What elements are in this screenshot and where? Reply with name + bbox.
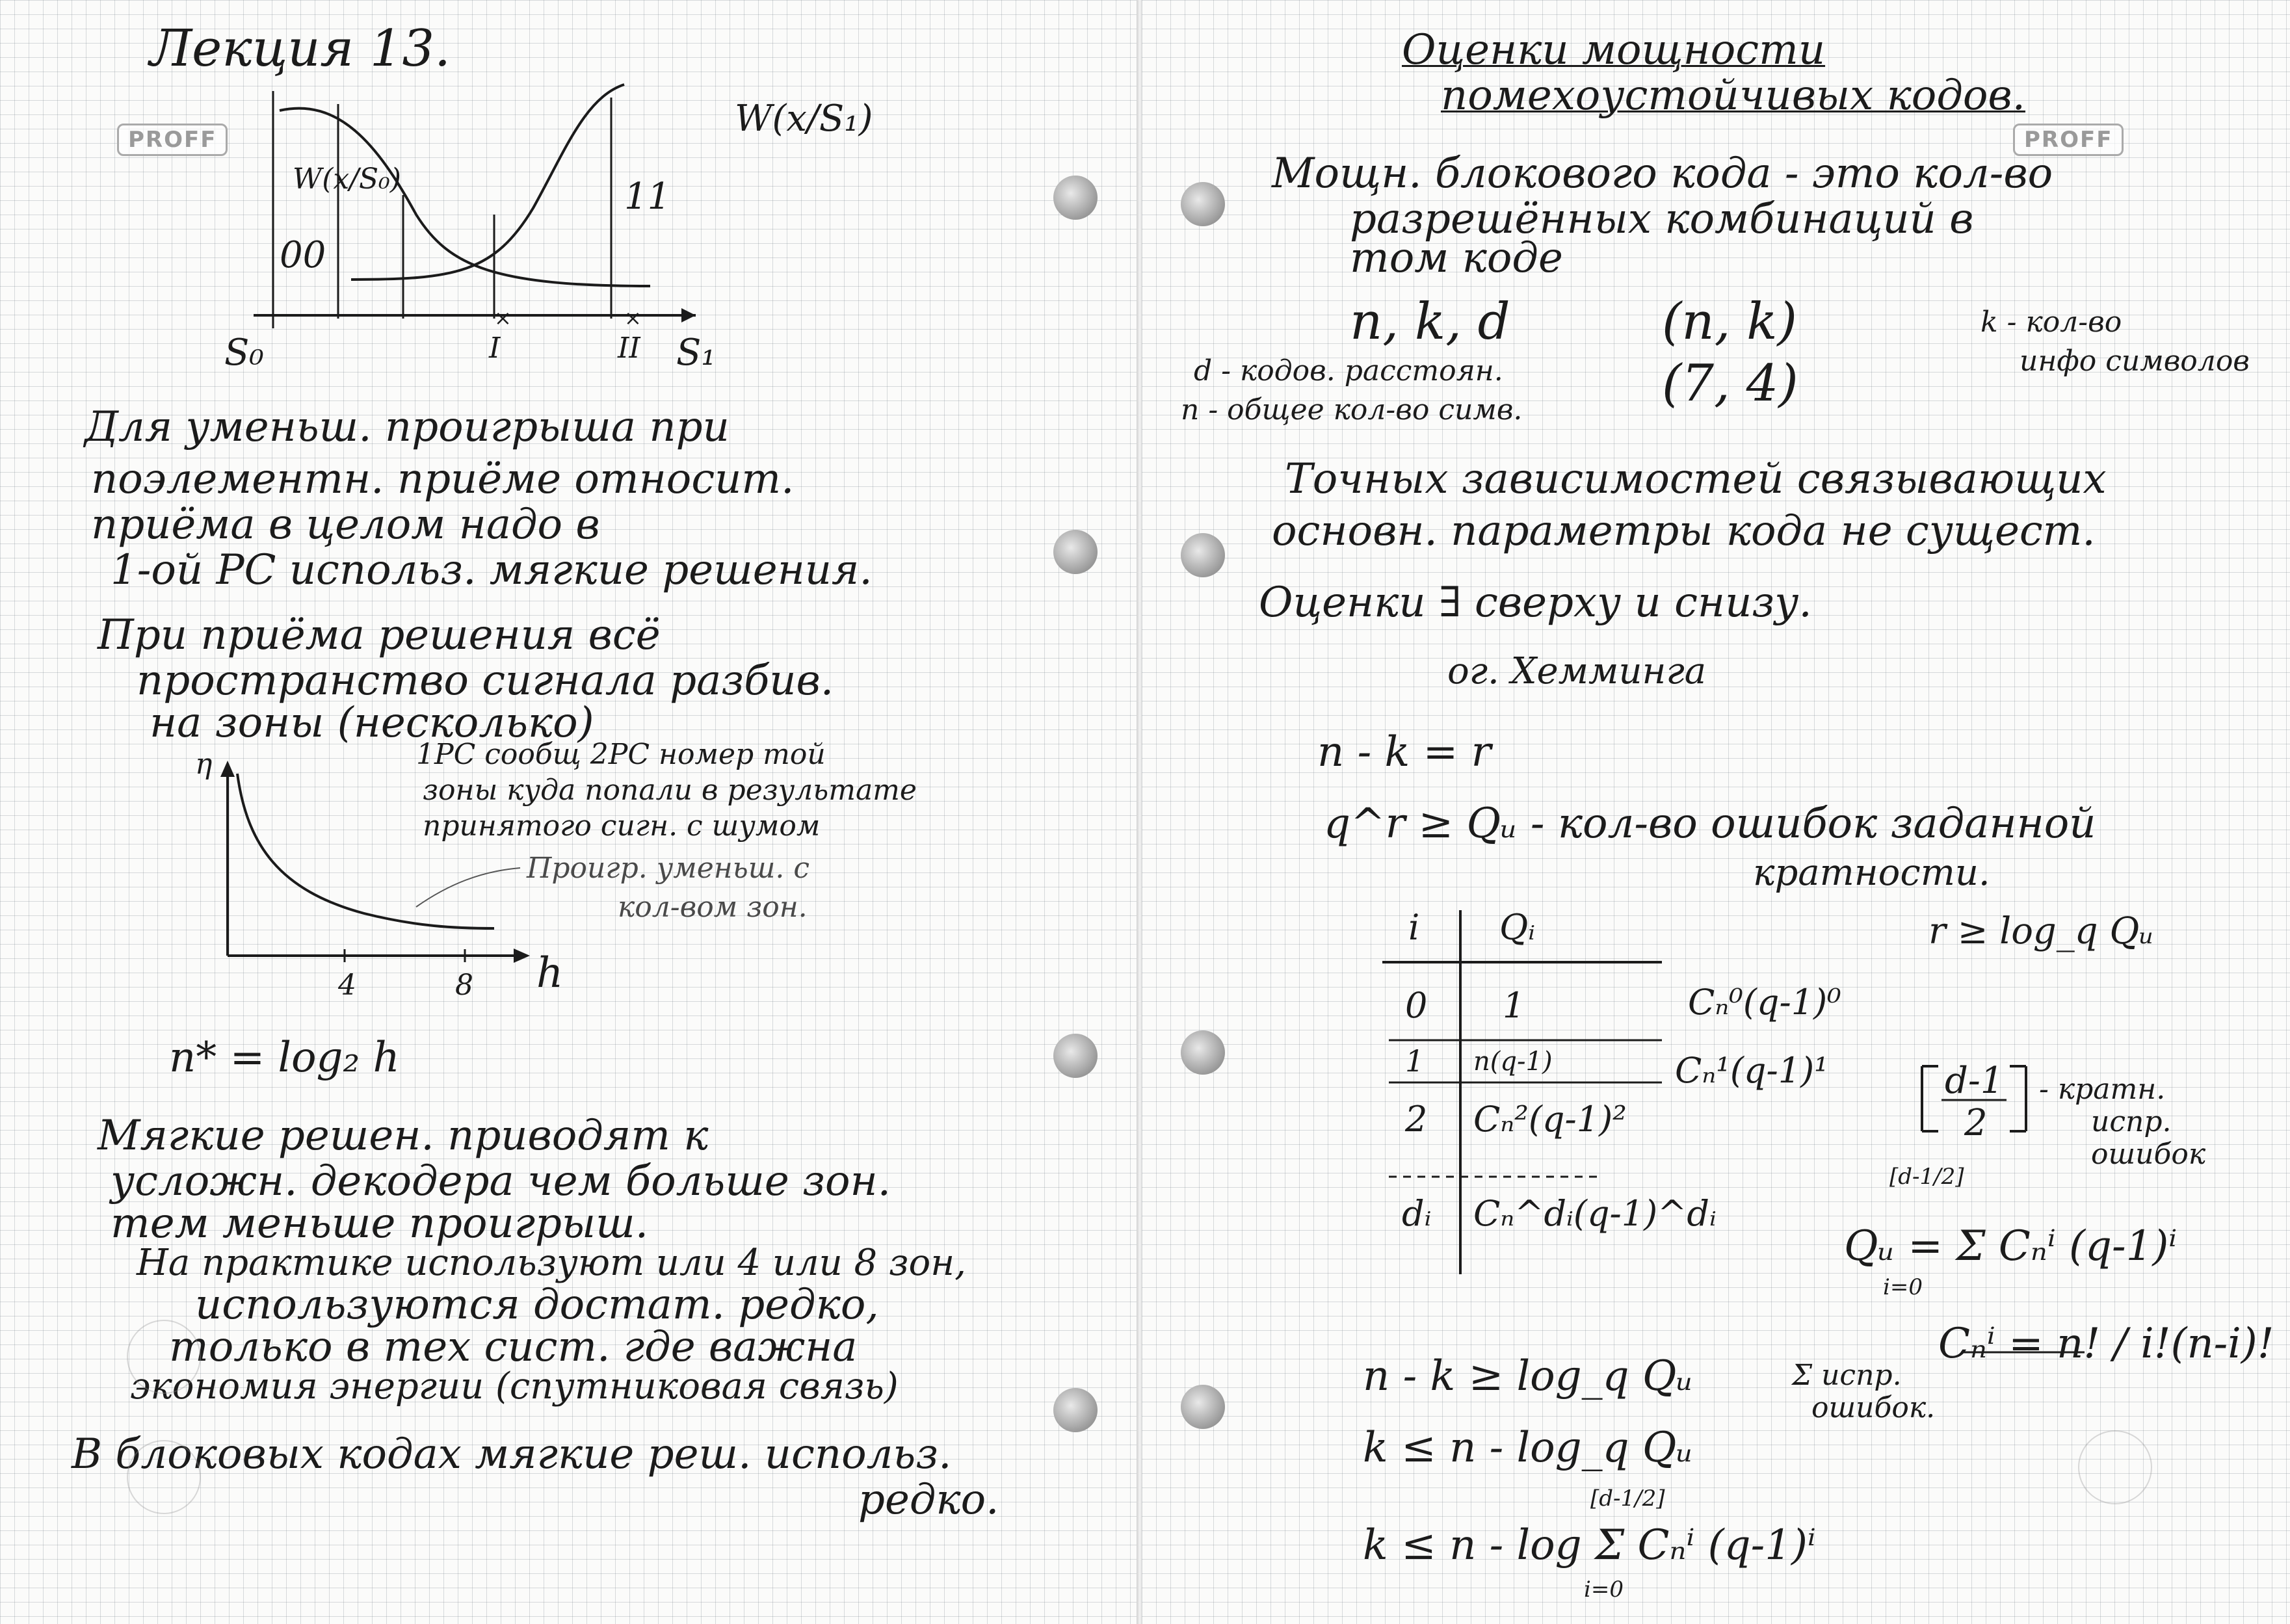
exact-line1: Точных зависимостей связывающих <box>1285 455 2107 503</box>
mark-2-x: × <box>624 306 642 330</box>
ineq-3-sum-bottom: i=0 <box>1584 1577 1624 1603</box>
zones-formula: n* = log₂ h <box>169 1034 400 1082</box>
zones-tick-8: 8 <box>455 969 473 1002</box>
sum-note-line2: ошибок. <box>1811 1391 1936 1424</box>
qu-sum-bottom: i=0 <box>1883 1274 1923 1300</box>
bracket-note-line1: - кратн. <box>2039 1073 2166 1106</box>
mark-1-x: × <box>494 306 512 330</box>
para4-line1: В блоковых кодах мягкие реш. использ. <box>72 1430 952 1478</box>
title-line2: помехоустойчивых кодов. <box>1441 72 2025 120</box>
legend-d: d - кодов. расстоян. <box>1194 354 1503 387</box>
para3-line5: используются достат. редко, <box>195 1281 879 1329</box>
zones-note-line3: принятого сигн. с шумом <box>423 809 821 843</box>
table-header-i: i <box>1408 907 1420 948</box>
table-row1-q: n(q-1) <box>1473 1047 1553 1077</box>
def-line3: том коде <box>1350 234 1563 282</box>
proff-logo: PROFF <box>2013 124 2124 156</box>
ineq-3-sum-top: [d-1/2] <box>1590 1486 1665 1512</box>
bracket-note-line3: ошибок <box>2091 1138 2206 1171</box>
binomial-formula: Cₙⁱ = n! / i!(n-i)! <box>1938 1320 2274 1368</box>
para1-line2: поэлементн. приёме относит. <box>91 455 795 503</box>
punch-hole <box>1053 176 1098 220</box>
para1-line4: 1-ой РС использ. мягкие решения. <box>111 546 873 594</box>
curve-right-label: W(x/S₁) <box>735 98 873 140</box>
eq-n-minus-k: n - k = r <box>1317 728 1492 776</box>
curve-left-label: W(x/S₀) <box>293 163 401 196</box>
para3-line3: тем меньше проигрыш. <box>111 1199 649 1248</box>
table-row0-q: 1 <box>1503 985 1525 1026</box>
punch-hole <box>1053 530 1098 574</box>
punch-hole-ghost <box>127 1320 201 1394</box>
title-line1: Оценки мощности <box>1402 26 1826 74</box>
mark-2-label: II <box>618 332 640 365</box>
table-row1-side: Cₙ¹(q-1)¹ <box>1675 1050 1828 1091</box>
qu-sum-top: [d-1/2] <box>1889 1164 1964 1190</box>
axis-end-label: S₁ <box>676 332 716 374</box>
para3-line4: На практике используют или 4 или 8 зон, <box>137 1242 966 1284</box>
table-row0-i: 0 <box>1405 985 1428 1026</box>
table-row1-i: 1 <box>1405 1043 1425 1079</box>
proff-logo: PROFF <box>117 124 228 156</box>
zones-x-label: h <box>536 949 564 997</box>
ineq-2: k ≤ n - log_q Qᵤ <box>1363 1424 1693 1472</box>
left-page <box>0 0 1138 1624</box>
axis-start-label: S₀ <box>224 332 264 374</box>
ineq-1: n - k ≥ log_q Qᵤ <box>1363 1352 1693 1400</box>
lecture-title: Лекция 13. <box>150 20 451 78</box>
para3-line7: экономия энергии (спутниковая связь) <box>130 1365 899 1408</box>
zone-right-label: 11 <box>624 176 671 218</box>
legend-k-line2: инфо символов <box>2020 345 2250 378</box>
code-params: n, k, d <box>1350 293 1510 351</box>
mark-1-label: I <box>489 332 501 365</box>
qu-formula: Qᵤ = Σ Cₙⁱ (q-1)ⁱ <box>1844 1222 2178 1270</box>
curve-note-line2: кол-вом зон. <box>618 891 808 924</box>
table-row3-q: Cₙ^dᵢ(q-1)^dᵢ <box>1473 1193 1717 1234</box>
para2-line2: пространство сигнала разбив. <box>137 657 834 705</box>
legend-k-line1: k - кол-во <box>1981 306 2122 339</box>
def-line2: разрешённых комбинаций в <box>1350 195 1974 243</box>
zones-y-label: η <box>195 748 213 781</box>
zone-left-label: 00 <box>280 234 326 276</box>
table-row3-i: dᵢ <box>1402 1193 1432 1234</box>
para1-line3: приёма в целом надо в <box>91 501 600 549</box>
table-row0-side: Cₙ⁰(q-1)⁰ <box>1688 982 1841 1023</box>
right-page <box>1142 0 2290 1624</box>
para1-line1: Для уменьш. проигрыша при <box>85 403 730 451</box>
eq-q-power: q^r ≥ Qᵤ - кол-во ошибок заданной <box>1324 800 2096 848</box>
punch-hole-ghost <box>127 1440 201 1514</box>
zones-note-line1: 1РС сообщ 2РС номер той <box>416 738 826 771</box>
table-header-q: Qᵢ <box>1499 907 1536 948</box>
hamming-note: ог. Хемминга <box>1447 650 1707 692</box>
code-params-pair: (n, k) <box>1662 293 1797 351</box>
punch-hole <box>1053 1034 1098 1078</box>
sum-note-line1: Σ испр. <box>1792 1359 1902 1392</box>
estimates-line: Оценки ∃ сверху и снизу. <box>1259 579 1812 627</box>
eq-q-power-cont: кратности. <box>1753 852 1990 894</box>
para3-line6: только в тех сист. где важна <box>169 1323 858 1371</box>
bracket-d-minus-1: d-1 <box>1945 1060 2004 1102</box>
qi-table-lines <box>1142 0 2290 1624</box>
bracket-denominator: 2 <box>1964 1102 1988 1144</box>
para3-line2: усложн. декодера чем больше зон. <box>111 1157 891 1205</box>
para2-line1: При приёма решения всё <box>98 611 661 659</box>
legend-n: n - общее кол-во симв. <box>1181 393 1523 426</box>
curve-note-line1: Проигр. уменьш. с <box>527 852 810 885</box>
para3-line1: Мягкие решен. приводят к <box>98 1112 709 1160</box>
code-example-pair: (7, 4) <box>1662 354 1798 413</box>
table-row2-q: Cₙ²(q-1)² <box>1473 1099 1627 1140</box>
zones-note-line2: зоны куда попали в результате <box>423 774 917 807</box>
zones-tick-4: 4 <box>338 969 356 1002</box>
def-line1: Мощн. блокового кода - это кол-во <box>1272 150 2053 198</box>
exact-line2: основн. параметры кода не сущест. <box>1272 507 2096 555</box>
ineq-3: k ≤ n - log Σ Cₙⁱ (q-1)ⁱ <box>1363 1521 1816 1569</box>
punch-hole <box>1053 1388 1098 1432</box>
eq-r-log: r ≥ log_q Qᵤ <box>1928 910 2154 952</box>
para4-line2: редко. <box>858 1476 999 1524</box>
para2-line3: на зоны (несколько) <box>150 699 594 747</box>
table-row2-i: 2 <box>1405 1099 1428 1140</box>
bracket-note-line2: испр. <box>2091 1105 2172 1138</box>
